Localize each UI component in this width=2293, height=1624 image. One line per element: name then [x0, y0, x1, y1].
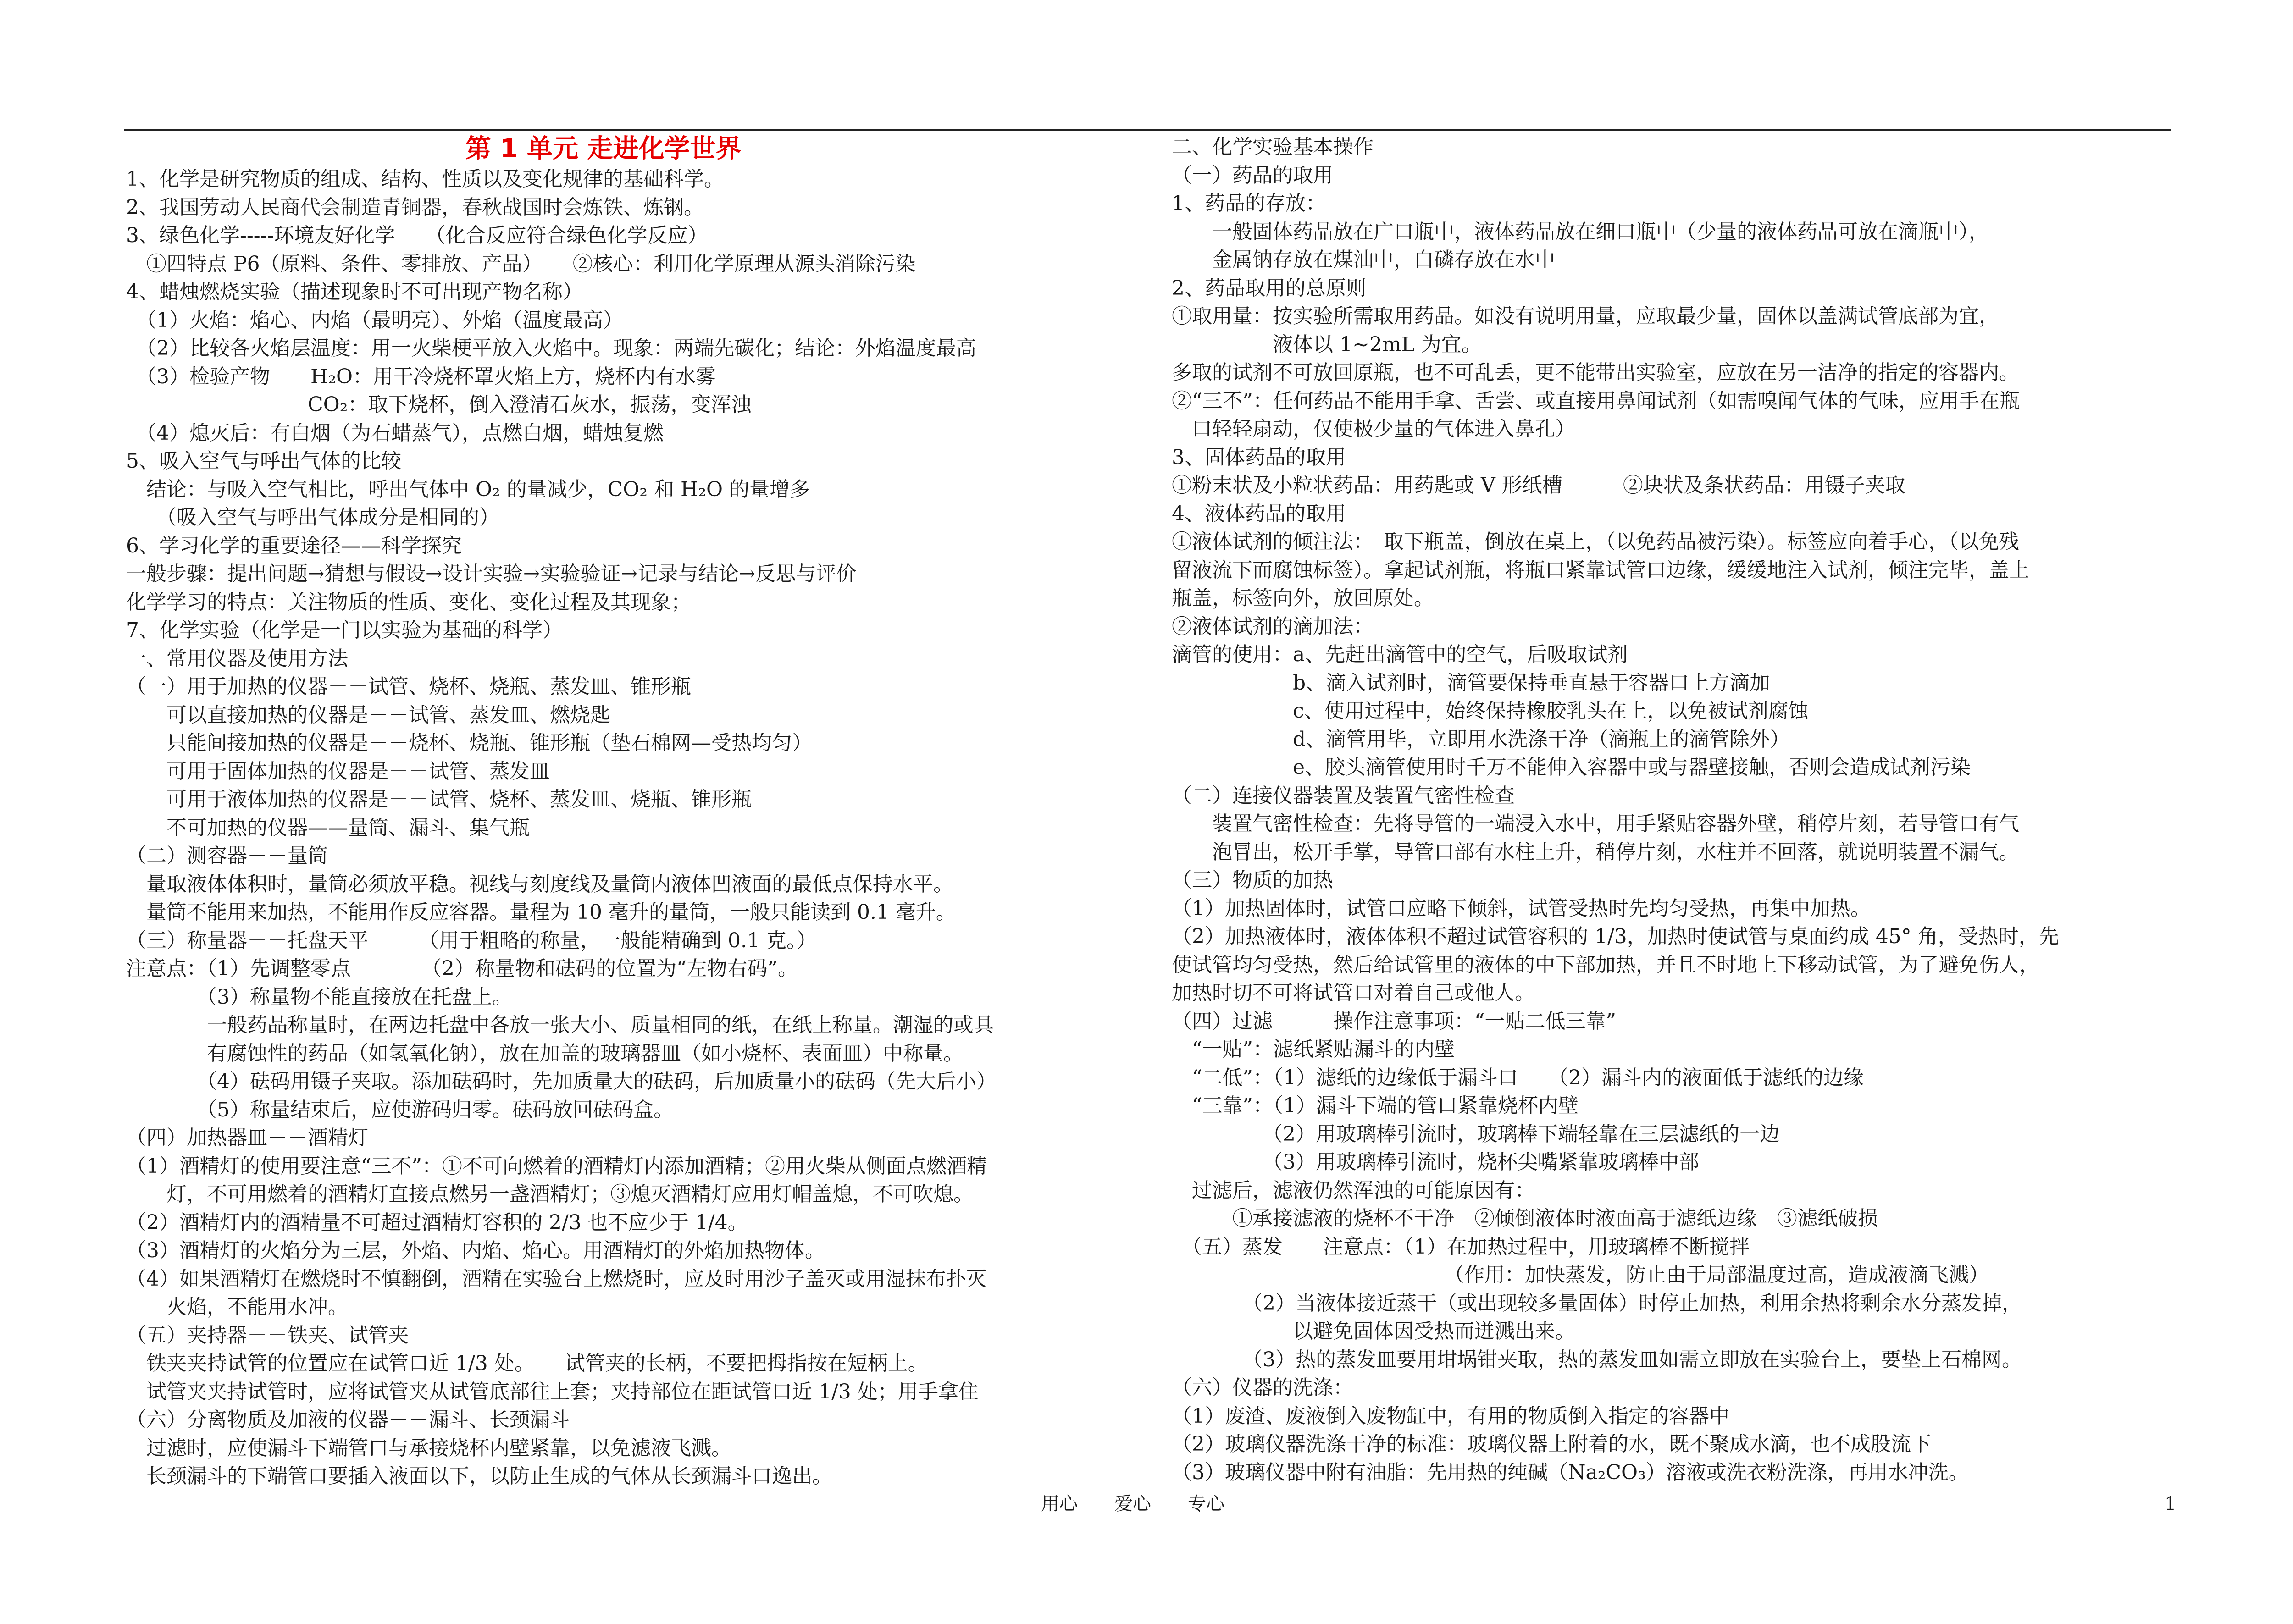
text-line: （5）称量结束后，应使游码归零。砝码放回砝码盒。 [126, 1098, 674, 1121]
text-line: “二低”：（1）滤纸的边缘低于漏斗口 （2）漏斗内的液面低于滤纸的边缘 [1172, 1066, 1864, 1089]
text-line: 金属钠存放在煤油中，白磷存放在水中 [1172, 248, 1555, 271]
text-line: “三靠”：（1）漏斗下端的管口紧靠烧杯内壁 [1172, 1094, 1579, 1117]
text-line: （2）酒精灯内的酒精量不可超过酒精灯容积的 2/3 也不应少于 1/4。 [126, 1210, 748, 1234]
text-line: CO₂：取下烧杯，倒入澄清石灰水，振荡，变浑浊 [126, 393, 752, 416]
text-line: 灯，不可用燃着的酒精灯直接点燃另一盏酒精灯；③熄灭酒精灯应用灯帽盖熄，不可吹熄。 [126, 1182, 974, 1206]
text-line: 一般步骤：提出问题→猜想与假设→设计实验→实验验证→记录与结论→反思与评价 [126, 562, 857, 586]
text-line: （1）火焰：焰心、内焰（最明亮）、外焰（温度最高） [126, 308, 623, 332]
text-line: ②液体试剂的滴加法： [1172, 614, 1374, 638]
text-line: 4、液体药品的取用 [1172, 502, 1346, 525]
text-line: （2）加热液体时，液体体积不超过试管容积的 1/3，加热时使试管与桌面约成 45° 角，受热时，先 [1172, 925, 2059, 948]
text-line: 1、药品的存放： [1172, 192, 1326, 215]
text-line: （3）检验产物 H₂O：用干冷烧杯罩火焰上方，烧杯内有水雾 [126, 365, 716, 388]
text-line: （二）连接仪器装置及装置气密性检查 [1172, 784, 1515, 807]
text-line: 一般固体药品放在广口瓶中，液体药品放在细口瓶中（少量的液体药品可放在滴瓶中）， [1172, 220, 1989, 243]
text-line: 3、固体药品的取用 [1172, 445, 1346, 469]
text-line: 液体以 1~2mL 为宜。 [1172, 332, 1482, 356]
right-column [1172, 133, 2199, 1486]
text-line: “一贴”：滤纸紧贴漏斗的内壁 [1172, 1038, 1455, 1061]
text-line: 只能间接加热的仪器是－－烧杯、烧瓶、锥形瓶（垫石棉网—受热均匀） [126, 731, 812, 755]
text-line: 量筒不能用来加热，不能用作反应容器。量程为 10 毫升的量筒，一般只能读到 0.1 毫升。 [126, 900, 956, 924]
text-line: 以避免固体因受热而迸溅出来。 [1172, 1320, 1575, 1343]
text-line: 泡冒出，松开手掌，导管口部有水柱上升，稍停片刻，水柱并不回落，就说明装置不漏气。 [1172, 840, 2019, 864]
text-line: d、滴管用毕，立即用水洗涤干净（滴瓶上的滴管除外） [1172, 727, 1790, 751]
text-line: 铁夹夹持试管的位置应在试管口近 1/3 处。 试管夹的长柄，不要把拇指按在短柄上。 [126, 1352, 928, 1375]
text-line: 不可加热的仪器——量筒、漏斗、集气瓶 [126, 816, 530, 840]
text-line: （三）物质的加热 [1172, 868, 1333, 892]
text-line: （1）加热固体时，试管口应略下倾斜，试管受热时先均匀受热，再集中加热。 [1172, 896, 1871, 920]
text-line: （3）酒精灯的火焰分为三层，外焰、内焰、焰心。用酒精灯的外焰加热物体。 [126, 1239, 825, 1262]
text-line: （1）酒精灯的使用要注意“三不”：①不可向燃着的酒精灯内添加酒精；②用火柴从侧面点燃酒精 [126, 1154, 987, 1178]
text-line: 一般药品称量时，在两边托盘中各放一张大小、质量相同的纸，在纸上称量。潮湿的或具 [126, 1013, 994, 1037]
text-line: （3）热的蒸发皿要用坩埚钳夹取，热的蒸发皿如需立即放在实验台上，要垫上石棉网。 [1172, 1348, 2022, 1371]
title-row [126, 133, 1153, 165]
text-line: 过滤后，滤液仍然浑浊的可能原因有： [1172, 1178, 1535, 1202]
text-line: （3）称量物不能直接放在托盘上。 [126, 985, 512, 1009]
text-line: 留液流下而腐蚀标签）。拿起试剂瓶，将瓶口紧靠试管口边缘，缓缓地注入试剂，倾注完毕，盖上 [1172, 558, 2029, 582]
text-line: （3）用玻璃棒引流时，烧杯尖嘴紧靠玻璃棒中部 [1172, 1150, 1699, 1174]
text-line: 使试管均匀受热，然后给试管里的液体的中下部加热，并且不时地上下移动试管，为了避免伤人， [1172, 953, 2039, 977]
text-line: 4、蜡烛燃烧实验（描述现象时不可出现产物名称） [126, 280, 583, 304]
text-line: 口轻轻扇动，仅使极少量的气体进入鼻孔） [1172, 417, 1575, 441]
text-line: 7、化学实验（化学是一门以实验为基础的科学） [126, 619, 563, 642]
text-line: 6、学习化学的重要途径——科学探究 [126, 534, 462, 558]
text-line: （2）当液体接近蒸干（或出现较多量固体）时停止加热，利用余热将剩余水分蒸发掉， [1172, 1291, 2022, 1315]
text-line: 注意点：（1）先调整零点 （2）称量物和砝码的位置为“左物右码”。 [126, 957, 798, 980]
text-line: （一）药品的取用 [1172, 163, 1333, 187]
text-line: 结论：与吸入空气相比，呼出气体中 O₂ 的量减少，CO₂ 和 H₂O 的量增多 [126, 477, 810, 501]
text-line: 2、我国劳动人民商代会制造青铜器，春秋战国时会炼铁、炼钢。 [126, 195, 704, 219]
text-line: （1）废渣、废液倒入废物缸中，有用的物质倒入指定的容器中 [1172, 1404, 1729, 1428]
text-line: ①承接滤液的烧杯不干净 ②倾倒液体时液面高于滤纸边缘 ③滤纸破损 [1172, 1207, 1878, 1230]
text-line: ①取用量：按实验所需取用药品。如没有说明用量，应取最少量，固体以盖满试管底部为宜， [1172, 304, 1999, 328]
left-column [126, 133, 1153, 1491]
text-line: （3）玻璃仪器中附有油脂：先用热的纯碱（Na₂CO₃）溶液或洗衣粉洗涤，再用水冲洗。 [1172, 1460, 1969, 1484]
text-line: （4）熄灭后：有白烟（为石蜡蒸气），点燃白烟，蜡烛复燃 [126, 421, 664, 445]
text-line: （三）称量器－－托盘天平 （用于粗略的称量，一般能精确到 0.1 克。） [126, 928, 817, 952]
text-line: 二、化学实验基本操作 [1172, 135, 1374, 159]
text-line: （4）砝码用镊子夹取。添加砝码时，先加质量大的砝码，后加质量小的砝码（先大后小） [126, 1070, 997, 1093]
text-line: 加热时切不可将试管口对着自己或他人。 [1172, 981, 1535, 1005]
text-line: 试管夹夹持试管时，应将试管夹从试管底部往上套；夹持部位在距试管口近 1/3 处；用手拿住 [126, 1380, 979, 1403]
text-line: 量取液体体积时，量筒必须放平稳。视线与刻度线及量筒内液体凹液面的最低点保持水平。 [126, 872, 953, 896]
text-line: （五）夹持器－－铁夹、试管夹 [126, 1323, 409, 1347]
text-line: ①粉末状及小粒状药品：用药匙或 V 形纸槽 ②块状及条状药品：用镊子夹取 [1172, 474, 1905, 497]
text-line: 化学学习的特点：关注物质的性质、变化、变化过程及其现象； [126, 590, 691, 614]
text-line: 可用于固体加热的仪器是－－试管、蒸发皿 [126, 759, 550, 783]
text-line: （2）用玻璃棒引流时，玻璃棒下端轻靠在三层滤纸的一边 [1172, 1122, 1780, 1146]
text-line: 瓶盖，标签向外，放回原处。 [1172, 586, 1434, 610]
text-line: 可以直接加热的仪器是－－试管、蒸发皿、燃烧匙 [126, 703, 610, 727]
text-line: （五）蒸发 注意点：（1）在加热过程中，用玻璃棒不断搅拌 [1172, 1235, 1750, 1259]
top-rule [124, 129, 2171, 131]
text-line: 3、绿色化学-----环境友好化学 （化合反应符合绿色化学反应） [126, 224, 708, 247]
text-line: （六）仪器的洗涤： [1172, 1376, 1353, 1399]
text-line: （六）分离物质及加液的仪器－－漏斗、长颈漏斗 [126, 1408, 570, 1431]
page-number: 1 [2165, 1493, 2177, 1514]
text-line: 滴管的使用：a、先赶出滴管中的空气，后吸取试剂 [1172, 643, 1628, 666]
text-line: 一、常用仪器及使用方法 [126, 646, 348, 670]
text-line: c、使用过程中，始终保持橡胶乳头在上，以免被试剂腐蚀 [1172, 699, 1809, 723]
text-line: e、胶头滴管使用时千万不能伸入容器中或与器壁接触，否则会造成试剂污染 [1172, 756, 1971, 779]
text-line: （2）玻璃仪器洗涤干净的标准：玻璃仪器上附着的水，既不聚成水滴，也不成股流下 [1172, 1432, 1931, 1456]
text-line: ①四特点 P6（原料、条件、零排放、产品） ②核心：利用化学原理从源头消除污染 [126, 252, 916, 276]
text-line: 过滤时，应使漏斗下端管口与承接烧杯内壁紧靠，以免滤液飞溅。 [126, 1436, 731, 1460]
text-line: b、滴入试剂时，滴管要保持垂直悬于容器口上方滴加 [1172, 671, 1770, 695]
text-line: 多取的试剂不可放回原瓶，也不可乱丢，更不能带出实验室，应放在另一洁净的指定的容器内。 [1172, 361, 2019, 384]
text-line: （二）测容器－－量筒 [126, 844, 328, 867]
text-line: ②“三不”：任何药品不能用手拿、舌尝、或直接用鼻闻试剂（如需嗅闻气体的气味，应用手在瓶 [1172, 389, 2020, 413]
text-line: （作用：加快蒸发，防止由于局部温度过高，造成液滴飞溅） [1172, 1263, 1989, 1287]
text-line: 2、药品取用的总原则 [1172, 276, 1366, 300]
text-line: （2）比较各火焰层温度：用一火柴梗平放入火焰中。现象：两端先碳化；结论：外焰温度最高 [126, 337, 976, 360]
page-title: 第 1 单元 走进化学世界 [465, 134, 742, 164]
footer-motto: 用心 爱心 专心 [1041, 1493, 1224, 1514]
text-line: 长颈漏斗的下端管口要插入液面以下，以防止生成的气体从长颈漏斗口逸出。 [126, 1464, 832, 1488]
text-line: 1、化学是研究物质的组成、结构、性质以及变化规律的基础科学。 [126, 167, 724, 191]
text-line: 5、吸入空气与呼出气体的比较 [126, 449, 401, 473]
text-line: （吸入空气与呼出气体成分是相同的） [126, 506, 499, 529]
text-line: ①液体试剂的倾注法： 取下瓶盖，倒放在桌上，（以免药品被污染）。标签应向着手心，（以免残 [1172, 530, 2019, 553]
text-line: 可用于液体加热的仪器是－－试管、烧杯、蒸发皿、烧瓶、锥形瓶 [126, 788, 752, 811]
text-line: （四）加热器皿－－酒精灯 [126, 1126, 368, 1149]
text-line: 装置气密性检查：先将导管的一端浸入水中，用手紧贴容器外壁，稍停片刻，若导管口有气 [1172, 812, 2019, 835]
text-line: 火焰，不能用水冲。 [126, 1295, 348, 1319]
text-line: （4）如果酒精灯在燃烧时不慎翻倒，酒精在实验台上燃烧时，应及时用沙子盖灭或用湿抹布扑灭 [126, 1267, 986, 1291]
text-line: （一）用于加热的仪器－－试管、烧杯、烧瓶、蒸发皿、锥形瓶 [126, 675, 691, 698]
text-line: 有腐蚀性的药品（如氢氧化钠），放在加盖的玻璃器皿（如小烧杯、表面皿）中称量。 [126, 1041, 964, 1065]
text-line: （四）过滤 操作注意事项：“一贴二低三靠” [1172, 1009, 1616, 1033]
